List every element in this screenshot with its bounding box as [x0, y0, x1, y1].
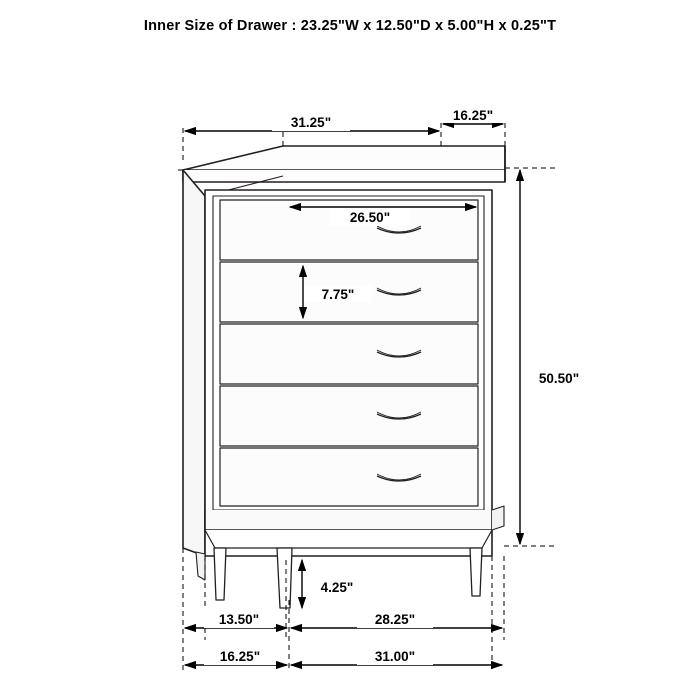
drawer-row [220, 200, 478, 506]
dim-label-overall-height: 50.50" [538, 371, 580, 386]
dim-leg-height [302, 560, 368, 608]
dim-label-drawer-face-height: 7.75" [321, 287, 355, 302]
dim-top-front-width [185, 113, 439, 131]
page-title: Inner Size of Drawer : 23.25"W x 12.50"D x 5.00"H x 0.25"T [143, 18, 557, 34]
dim-base-side-depth [185, 610, 287, 628]
dim-label-bottom-front-width: 31.00" [374, 649, 416, 664]
dim-label-base-side-depth: 13.50" [218, 612, 260, 627]
dim-label-top-side-depth: 16.25" [452, 108, 494, 123]
dim-bottom-front-width [291, 647, 502, 665]
dim-base-front-width [291, 610, 502, 628]
dim-overall-height [520, 170, 597, 544]
dim-label-bottom-side-depth: 16.25" [219, 649, 261, 664]
dim-label-leg-height: 4.25" [320, 580, 354, 595]
dim-bottom-side-depth [185, 647, 287, 665]
dim-label-drawer-face-width: 26.50" [349, 210, 391, 225]
dim-label-top-front-width: 31.25" [290, 115, 332, 130]
dim-label-base-front-width: 28.25" [374, 612, 416, 627]
dim-top-side-depth [434, 105, 512, 124]
